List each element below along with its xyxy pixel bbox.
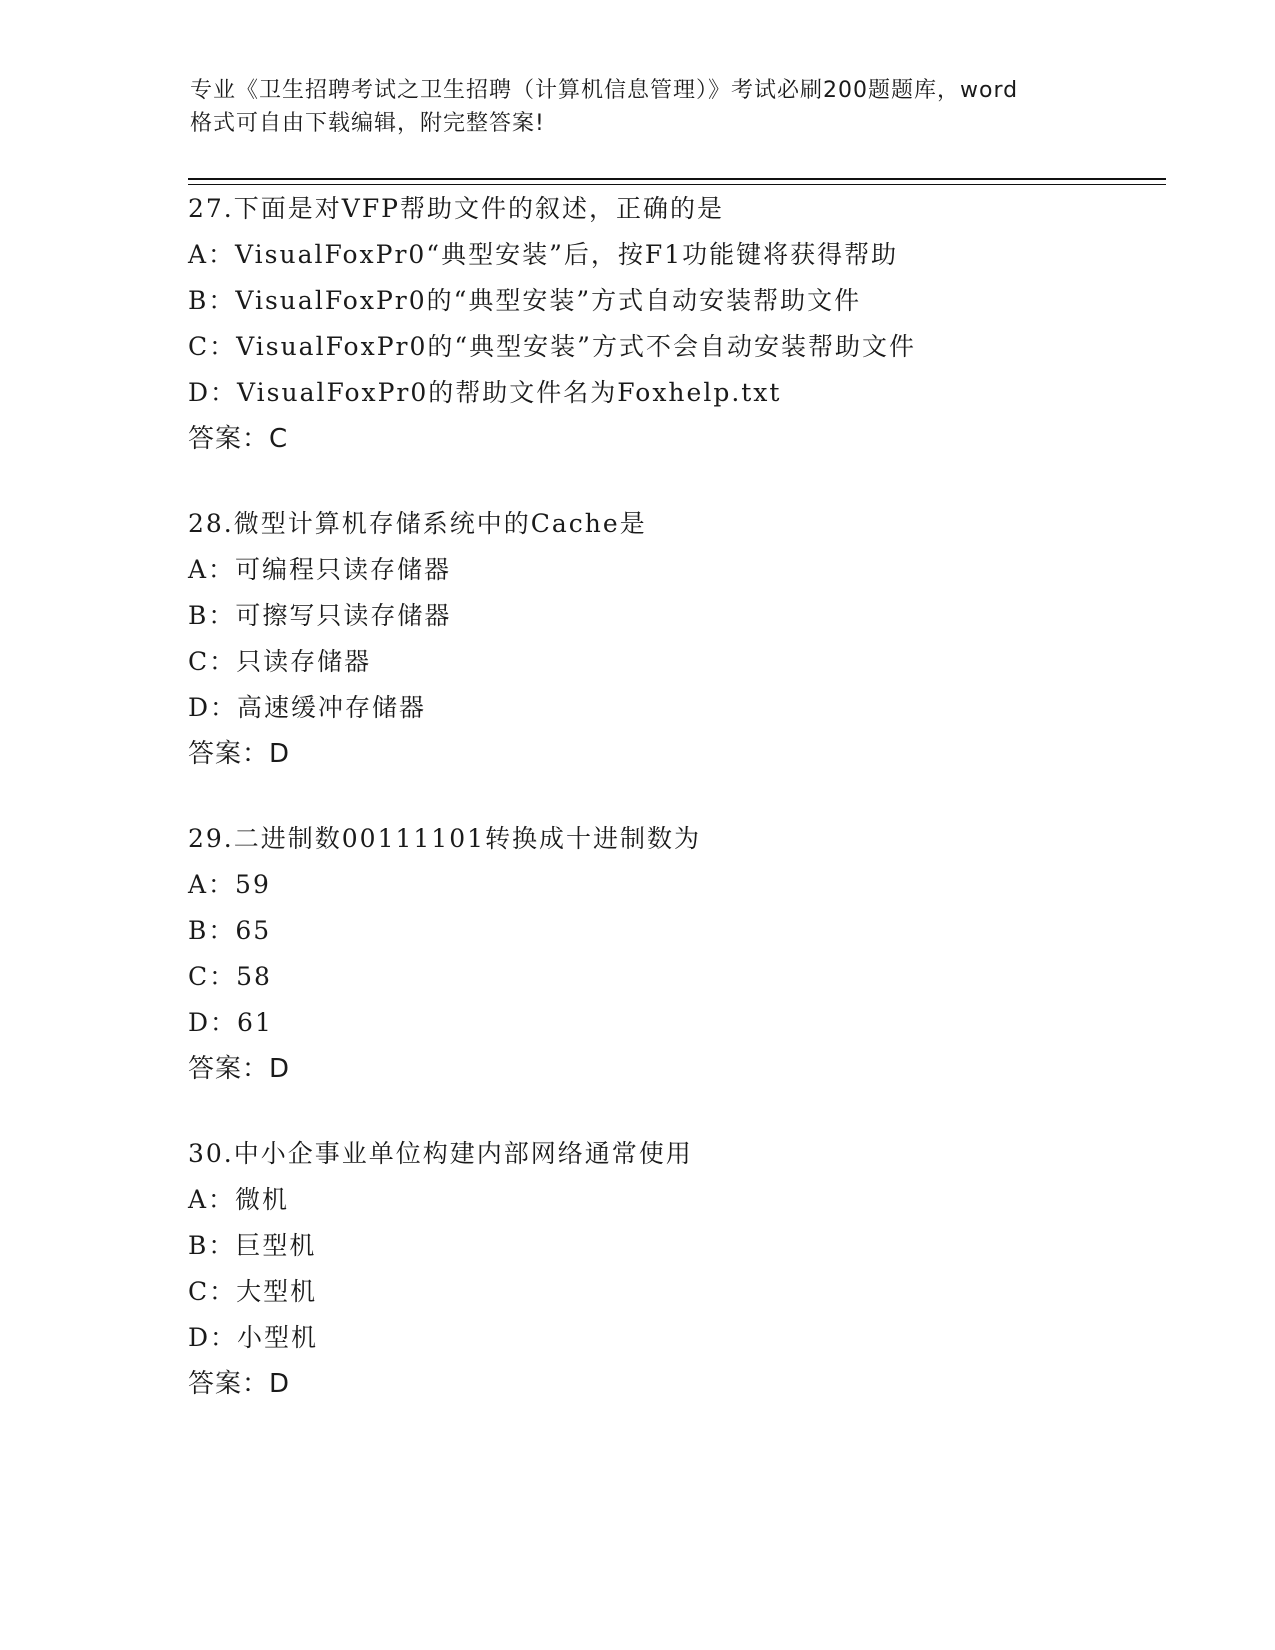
option-b: B：VisualFoxPr0的“典型安装”方式自动安装帮助文件 — [188, 286, 862, 315]
question-27 — [188, 186, 1168, 462]
option-a: A：VisualFoxPr0“典型安装”后，按F1功能键将获得帮助 — [188, 240, 899, 269]
header-divider-thick — [188, 178, 1166, 180]
question-stem: 29.二进制数00111101转换成十进制数为 — [188, 824, 702, 853]
answer-line: 答案：C — [188, 424, 289, 454]
option-d: D：61 — [188, 1008, 273, 1037]
header-line-1: 专业《卫生招聘考试之卫生招聘（计算机信息管理）》考试必刷200题题库，word — [190, 78, 1019, 103]
header-line-2: 格式可自由下载编辑，附完整答案! — [190, 111, 545, 136]
answer-line: 答案：D — [188, 1369, 291, 1399]
question-29 — [188, 816, 1168, 1092]
question-stem: 30.中小企事业单位构建内部网络通常使用 — [188, 1139, 693, 1168]
option-c: C：大型机 — [188, 1277, 318, 1306]
option-d: D：小型机 — [188, 1323, 319, 1352]
option-b: B：可擦写只读存储器 — [188, 601, 452, 630]
option-c: C：58 — [188, 962, 272, 991]
option-b: B：65 — [188, 916, 272, 945]
option-c: C：VisualFoxPr0的“典型安装”方式不会自动安装帮助文件 — [188, 332, 916, 361]
question-stem: 28.微型计算机存储系统中的Cache是 — [188, 509, 647, 538]
document-header — [190, 74, 1090, 140]
option-c: C：只读存储器 — [188, 647, 372, 676]
option-a: A：59 — [188, 870, 271, 899]
option-d: D：高速缓冲存储器 — [188, 693, 427, 722]
option-b: B：巨型机 — [188, 1231, 317, 1260]
header-divider-thin — [188, 184, 1166, 185]
answer-line: 答案：D — [188, 739, 291, 769]
question-28 — [188, 501, 1168, 777]
option-a: A：可编程只读存储器 — [188, 555, 452, 584]
answer-line: 答案：D — [188, 1054, 291, 1084]
question-30 — [188, 1131, 1168, 1407]
option-a: A：微机 — [188, 1185, 290, 1214]
option-d: D：VisualFoxPr0的帮助文件名为Foxhelp.txt — [188, 378, 782, 407]
question-stem: 27.下面是对VFP帮助文件的叙述，正确的是 — [188, 194, 724, 223]
